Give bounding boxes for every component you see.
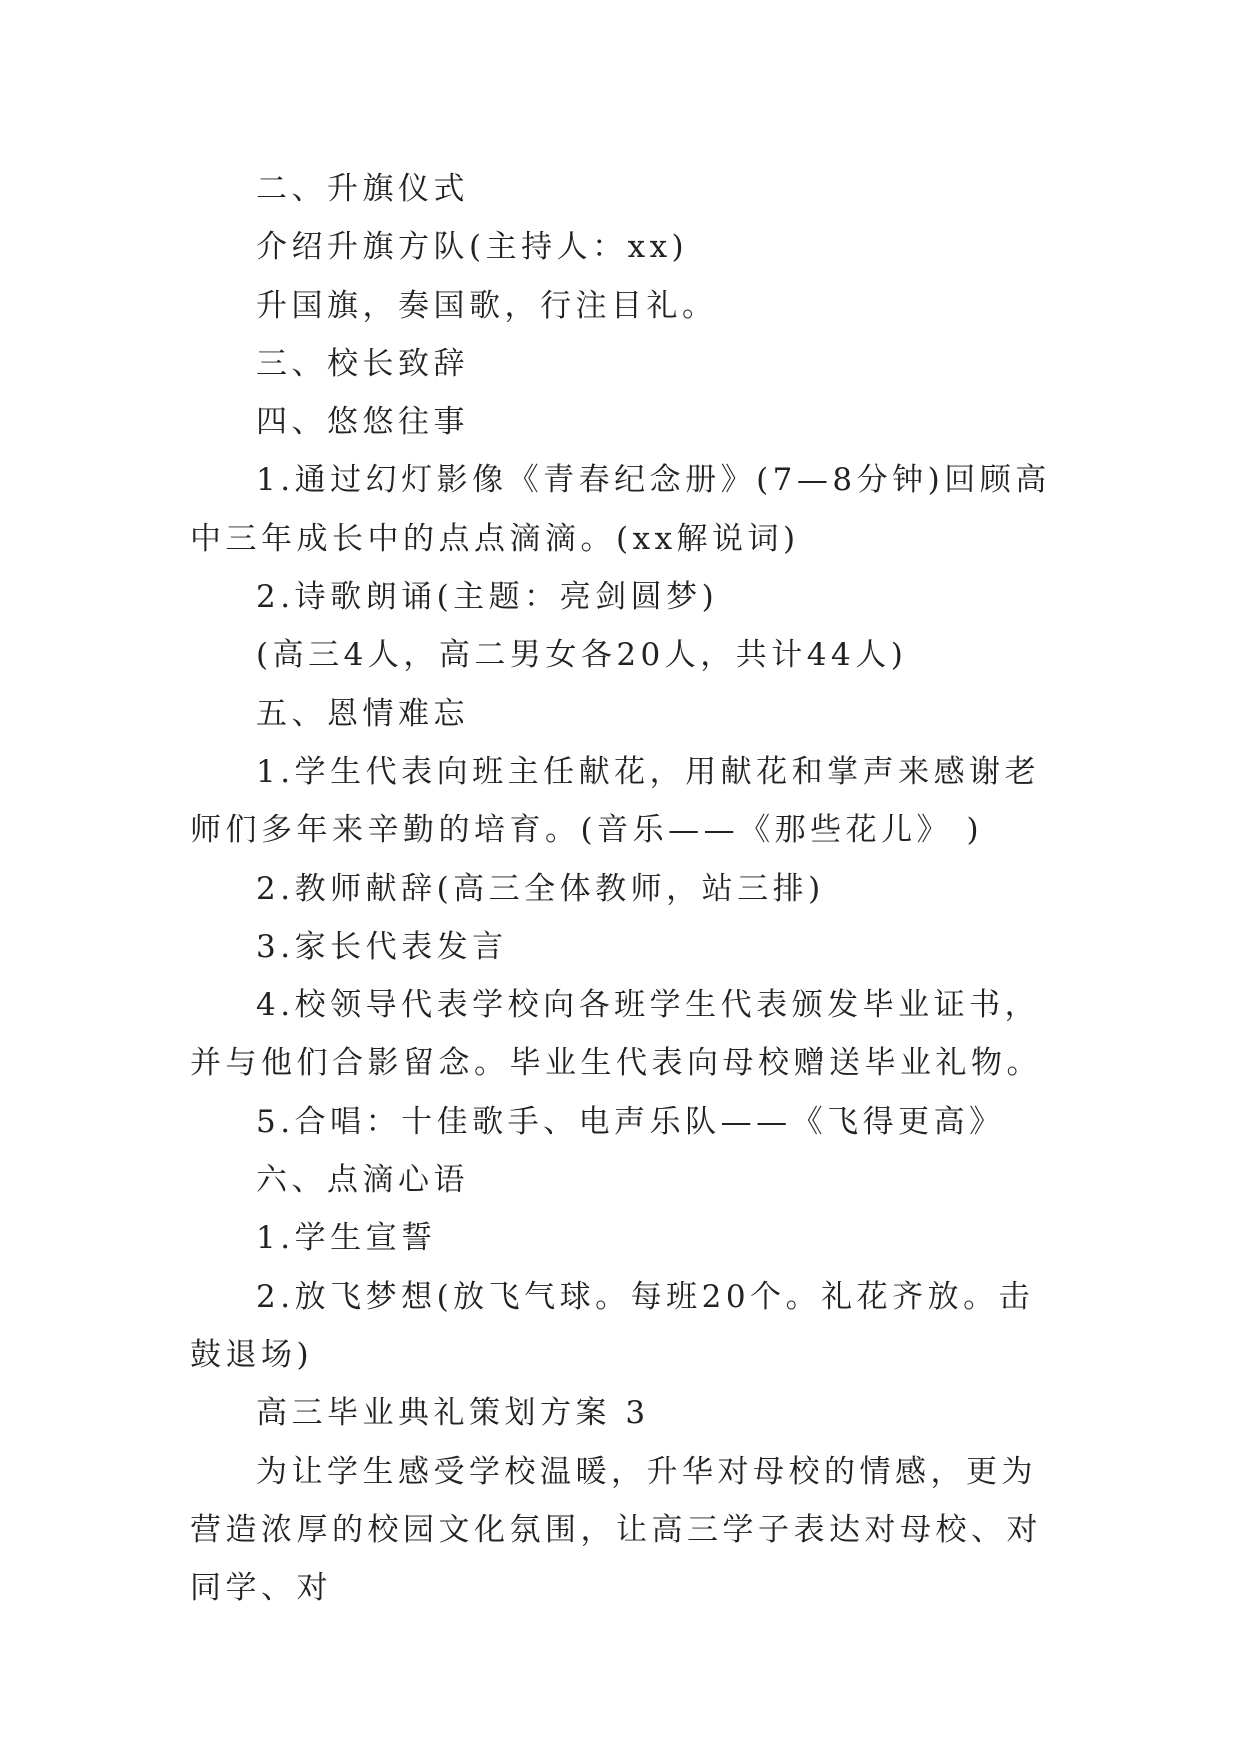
- paragraph: 4.校领导代表学校向各班学生代表颁发毕业证书，并与他们合影留念。毕业生代表向母校赠送毕业礼物。: [190, 987, 1042, 1082]
- section-heading-gratitude: 五、恩情难忘: [256, 695, 469, 732]
- paragraph: 2.教师献辞(高三全体教师，站三排): [256, 870, 825, 907]
- paragraph: 升国旗，奏国歌，行注目礼。: [256, 287, 718, 324]
- section-heading-principal-speech: 三、校长致辞: [256, 345, 469, 382]
- section-heading-words: 六、点滴心语: [256, 1162, 469, 1199]
- paragraph: 3.家长代表发言: [256, 928, 508, 965]
- paragraph: (高三4人，高二男女各20人，共计44人): [256, 637, 908, 674]
- paragraph: 为让学生感受学校温暖，升华对母校的情感，更为营造浓厚的校园文化氛围，让高三学子表达对母校、对同学、对: [190, 1453, 1042, 1607]
- paragraph: 1.学生代表向班主任献花，用献花和掌声来感谢老师们多年来辛勤的培育。(音乐——《那些花儿》 ): [190, 753, 1041, 849]
- paragraph: 5.合唱：十佳歌手、电声乐队——《飞得更高》: [256, 1103, 1005, 1140]
- paragraph: 1.通过幻灯影像《青春纪念册》(7—8分钟)回顾高中三年成长中的点点滴滴。(xx解说词): [190, 462, 1051, 557]
- paragraph: 1.学生宣誓: [256, 1220, 437, 1257]
- paragraph: 2.诗歌朗诵(主题：亮剑圆梦): [256, 579, 719, 616]
- paragraph: 2.放飞梦想(放飞气球。每班20个。礼花齐放。击鼓退场): [190, 1278, 1035, 1373]
- section-heading-flag-ceremony: 二、升旗仪式: [256, 171, 469, 207]
- paragraph: 介绍升旗方队(主持人：xx): [256, 229, 689, 266]
- document-body: [190, 160, 1052, 1617]
- section-heading-memories: 四、悠悠往事: [256, 404, 469, 441]
- plan-title: 高三毕业典礼策划方案 3: [256, 1395, 650, 1432]
